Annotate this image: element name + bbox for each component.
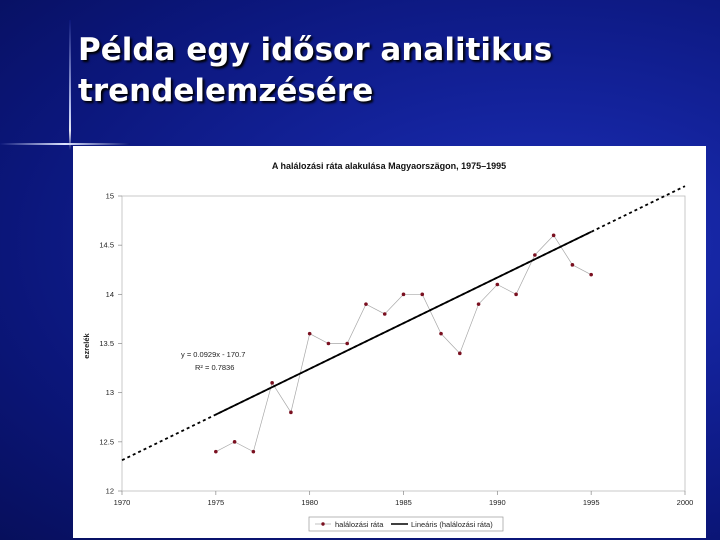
data-connector-line <box>216 235 591 451</box>
chart-title: A halálozási ráta alakulása Magyaorszägon, 1975–1995 <box>271 161 507 171</box>
data-point <box>571 263 575 267</box>
data-point <box>496 283 500 287</box>
decorative-horizontal-line <box>0 143 130 145</box>
y-tick-label: 15 <box>105 191 114 201</box>
data-point <box>552 234 556 238</box>
data-point <box>402 293 406 297</box>
decorative-vertical-line <box>69 20 71 150</box>
legend-label-points: halálozási ráta <box>335 520 384 529</box>
chart-svg <box>73 146 706 538</box>
data-point <box>233 440 237 444</box>
x-tick-label: 1970 <box>113 498 131 507</box>
legend-label-trend: Lineáris (halálozási ráta) <box>411 520 493 529</box>
data-point <box>289 411 293 415</box>
y-tick-label: 13.5 <box>99 339 114 348</box>
data-point <box>214 450 218 454</box>
data-point <box>364 302 368 306</box>
series-layer <box>122 186 685 460</box>
y-axis-label: ezrelék <box>82 333 91 359</box>
data-point <box>270 381 274 385</box>
x-tick-label: 2000 <box>676 498 694 507</box>
x-tick-label: 1975 <box>207 498 225 507</box>
legend-marker-points <box>321 522 324 525</box>
slide-title: Példa egy idősor analitikus trendelemzésére <box>78 32 553 109</box>
y-tick-label: 14.5 <box>99 240 114 250</box>
legend <box>309 517 503 531</box>
trend-equation: y = 0.0929x - 170.7 <box>181 350 246 359</box>
y-tick-label: 13 <box>105 388 114 398</box>
x-tick-label: 1980 <box>301 498 319 507</box>
data-point <box>383 312 387 316</box>
data-point <box>477 302 481 306</box>
chart-panel <box>73 146 706 538</box>
data-point <box>439 332 443 336</box>
x-tick-label: 1995 <box>582 498 600 507</box>
data-point <box>327 342 331 346</box>
data-point <box>514 293 518 297</box>
trend-line <box>216 232 591 415</box>
data-point <box>533 253 537 257</box>
x-tick-label: 1985 <box>395 498 412 507</box>
data-point <box>420 293 424 297</box>
data-point <box>308 332 312 336</box>
trend-r-squared: R² = 0.7836 <box>195 363 235 372</box>
data-point <box>252 450 256 454</box>
plot-area-border <box>122 196 685 491</box>
data-point <box>458 352 462 356</box>
data-point <box>345 342 349 346</box>
x-tick-label: 1990 <box>488 498 506 507</box>
y-tick-label: 12 <box>105 486 114 496</box>
y-tick-label: 12.5 <box>99 437 114 447</box>
data-point <box>589 273 593 277</box>
y-tick-label: 14 <box>105 289 114 299</box>
